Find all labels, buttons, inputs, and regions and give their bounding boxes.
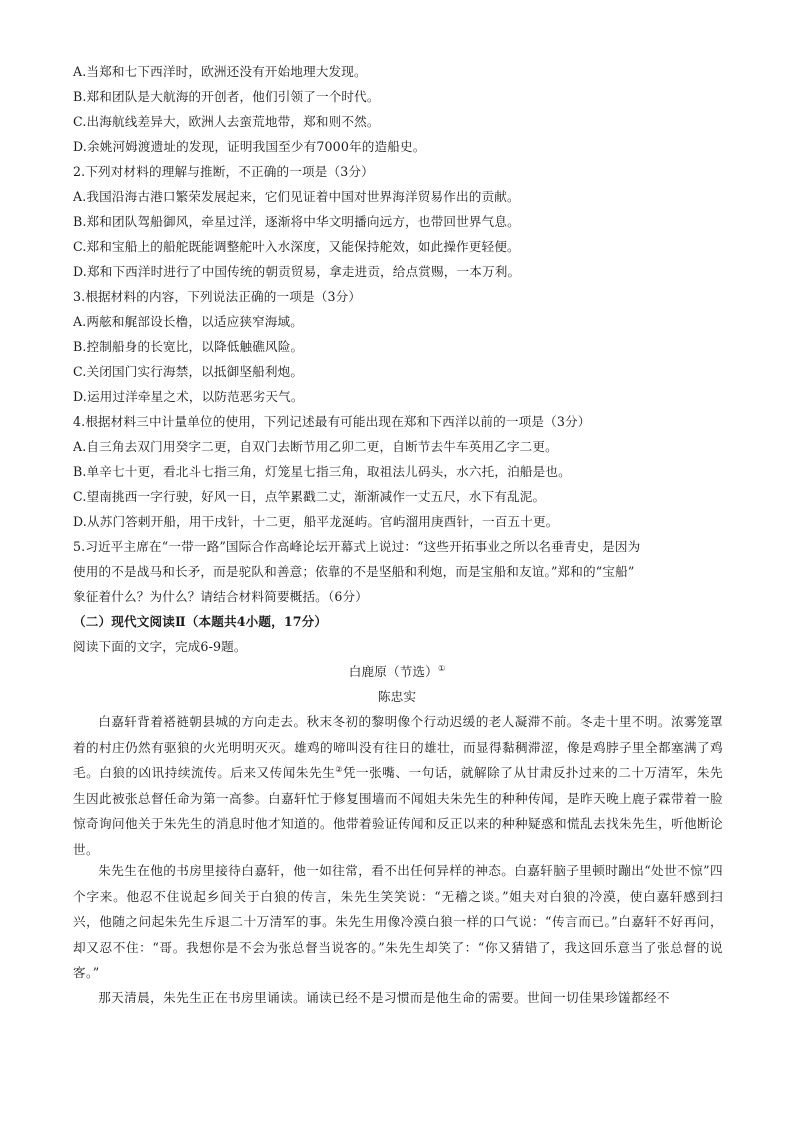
- q3-option-d: D.运用过洋牵星之术，以防范恶劣天气。: [73, 389, 304, 404]
- section-heading: （二）现代文阅读Ⅱ（本题共4小题，17分）: [73, 614, 328, 629]
- q2-option-b: B.郑和团队驾船御风，牵星过洋，逐渐将中华文明播向远方，也带回世界气息。: [73, 214, 520, 229]
- reading-instruction: 阅读下面的文字，完成6-9题。: [73, 639, 247, 654]
- q2-option-a: A.我国沿海古港口繁荣发展起来，它们见证着中国对世界海洋贸易作出的贡献。: [73, 189, 520, 204]
- q2-stem: 2.下列对材料的理解与推断，不正确的一项是（3分）: [73, 164, 374, 179]
- article-paragraph-3: 那天清晨，朱先生正在书房里诵读。诵读已经不是习惯而是他生命的需要。世间一切佳果珍馐都经不: [98, 990, 670, 1005]
- q1-option-d: D.余姚河姆渡遗址的发现，证明我国至少有7000年的造船史。: [73, 139, 426, 154]
- article-paragraph-1-note: ②: [335, 764, 343, 774]
- q2-option-d: D.郑和下西洋时进行了中国传统的朝贡贸易，拿走进贡，给点赏赐，一本万利。: [73, 264, 521, 279]
- article-author: 陈忠实: [377, 689, 417, 704]
- article-paragraph-2: 朱先生在他的书房里接待白嘉轩，他一如往常，看不出任何异样的神态。白嘉轩脑子里顿时蹦出“处世不惊”四个字来。他忍不住说起乡间关于白狼的传言，朱先生笑笑说：“无稽之谈。”姐夫对白狼的冷漠，使白嘉轩感到扫兴，他随之问起朱先生斥退二十万清军的事。朱先生用像冷漠白狼一样的口气说：“传言而已。”白嘉轩不好再问，却又忍不住：“哥。我想你是不会为张总督当说客的。”朱先生却笑了：“你又猜错了，我这回乐意当了张总督的说客。”: [73, 863, 723, 980]
- q2-option-c: C.郑和宝船上的船舵既能调整舵叶入水深度，又能保持舵效，如此操作更轻便。: [73, 239, 520, 254]
- q1-option-a: A.当郑和七下西洋时，欧洲还没有开始地理大发现。: [73, 64, 367, 79]
- q3-option-a: A.两舷和艉部设长橹，以适应狭窄海域。: [73, 314, 304, 329]
- q4-option-c: C.望南挑西一字行驶，好风一日，点竿累戳二丈，渐渐减作一丈五尺，水下有乱泥。: [73, 489, 546, 504]
- q5-line-3: 象征着什么？为什么？请结合材料简要概括。（6分）: [73, 589, 368, 604]
- q4-option-d: D.从苏门答剌开船，用干戌针，十二更，船平龙涎屿。官屿溜用庚酉针，一百五十更。: [73, 514, 559, 529]
- q5-line-2: 使用的不是战马和长矛，而是驼队和善意；依靠的不是坚船和利炮，而是宝船和友谊。”郑和的“宝船”: [73, 564, 635, 579]
- q3-stem: 3.根据材料的内容，下列说法正确的一项是（3分）: [73, 289, 362, 304]
- q4-option-b: B.单辛七十更，看北斗七指三角，灯笼星七指三角，取祖法儿码头，水六托，泊船是也。: [73, 464, 571, 479]
- article-paragraph-1-part-2: 凭一张嘴、一句话，就解除了从甘肃反扑过来的二十万清军，朱先生因此被张总督任命为第一高参。白嘉轩忙于修复围墙而不闻姐夫朱先生的种种传闻，是昨天晚上鹿子霖带着一脸惊奇询问他关于朱先生的消息时他才知道的。他带着验证传闻和反正以来的种种疑惑和慌乱去找朱先生，听他断论世。: [73, 765, 724, 857]
- q4-stem: 4.根据材料三中计量单位的使用，下列记述最有可能出现在郑和下西洋以前的一项是（3分）: [73, 414, 591, 429]
- q1-option-c: C.出海航线差异大，欧洲人去蛮荒地带，郑和则不然。: [73, 114, 380, 129]
- q4-option-a: A.自三角去双门用癸字二更，自双门去断节用乙卯二更，自断节去牛车英用乙字二更。: [73, 439, 558, 454]
- q1-option-b: B.郑和团队是大航海的开创者，他们引领了一个时代。: [73, 89, 380, 104]
- q3-option-b: B.控制船身的长宽比，以降低触礁风险。: [73, 339, 304, 354]
- article-paragraph-1-part-1: 白嘉轩背着褡裢朝县城的方向走去。秋末冬初的黎明像个行动迟缓的老人凝滞不前。冬走十里不明。浓雾笼罩着的村庄仍然有驱狼的火光明明灭灭。雄鸡的啼叫没有往日的雄壮，而显得黏稠滞涩，像是鸡脖子里全都塞满了鸡毛。白狼的凶讯持续流传。后来又传闻朱先生: [73, 714, 723, 780]
- article-title-text: 白鹿原（节选）: [348, 664, 438, 679]
- article-title: [0, 663, 794, 681]
- article-title-note: ①: [437, 663, 446, 673]
- q3-option-c: C.关闭国门实行海禁，以抵御坚船利炮。: [73, 364, 304, 379]
- article-paragraph-1: [73, 709, 723, 862]
- q5-line-1: 5.习近平主席在“一带一路”国际合作高峰论坛开幕式上说过：“这些开拓事业之所以名垂青史，是因为: [73, 539, 641, 554]
